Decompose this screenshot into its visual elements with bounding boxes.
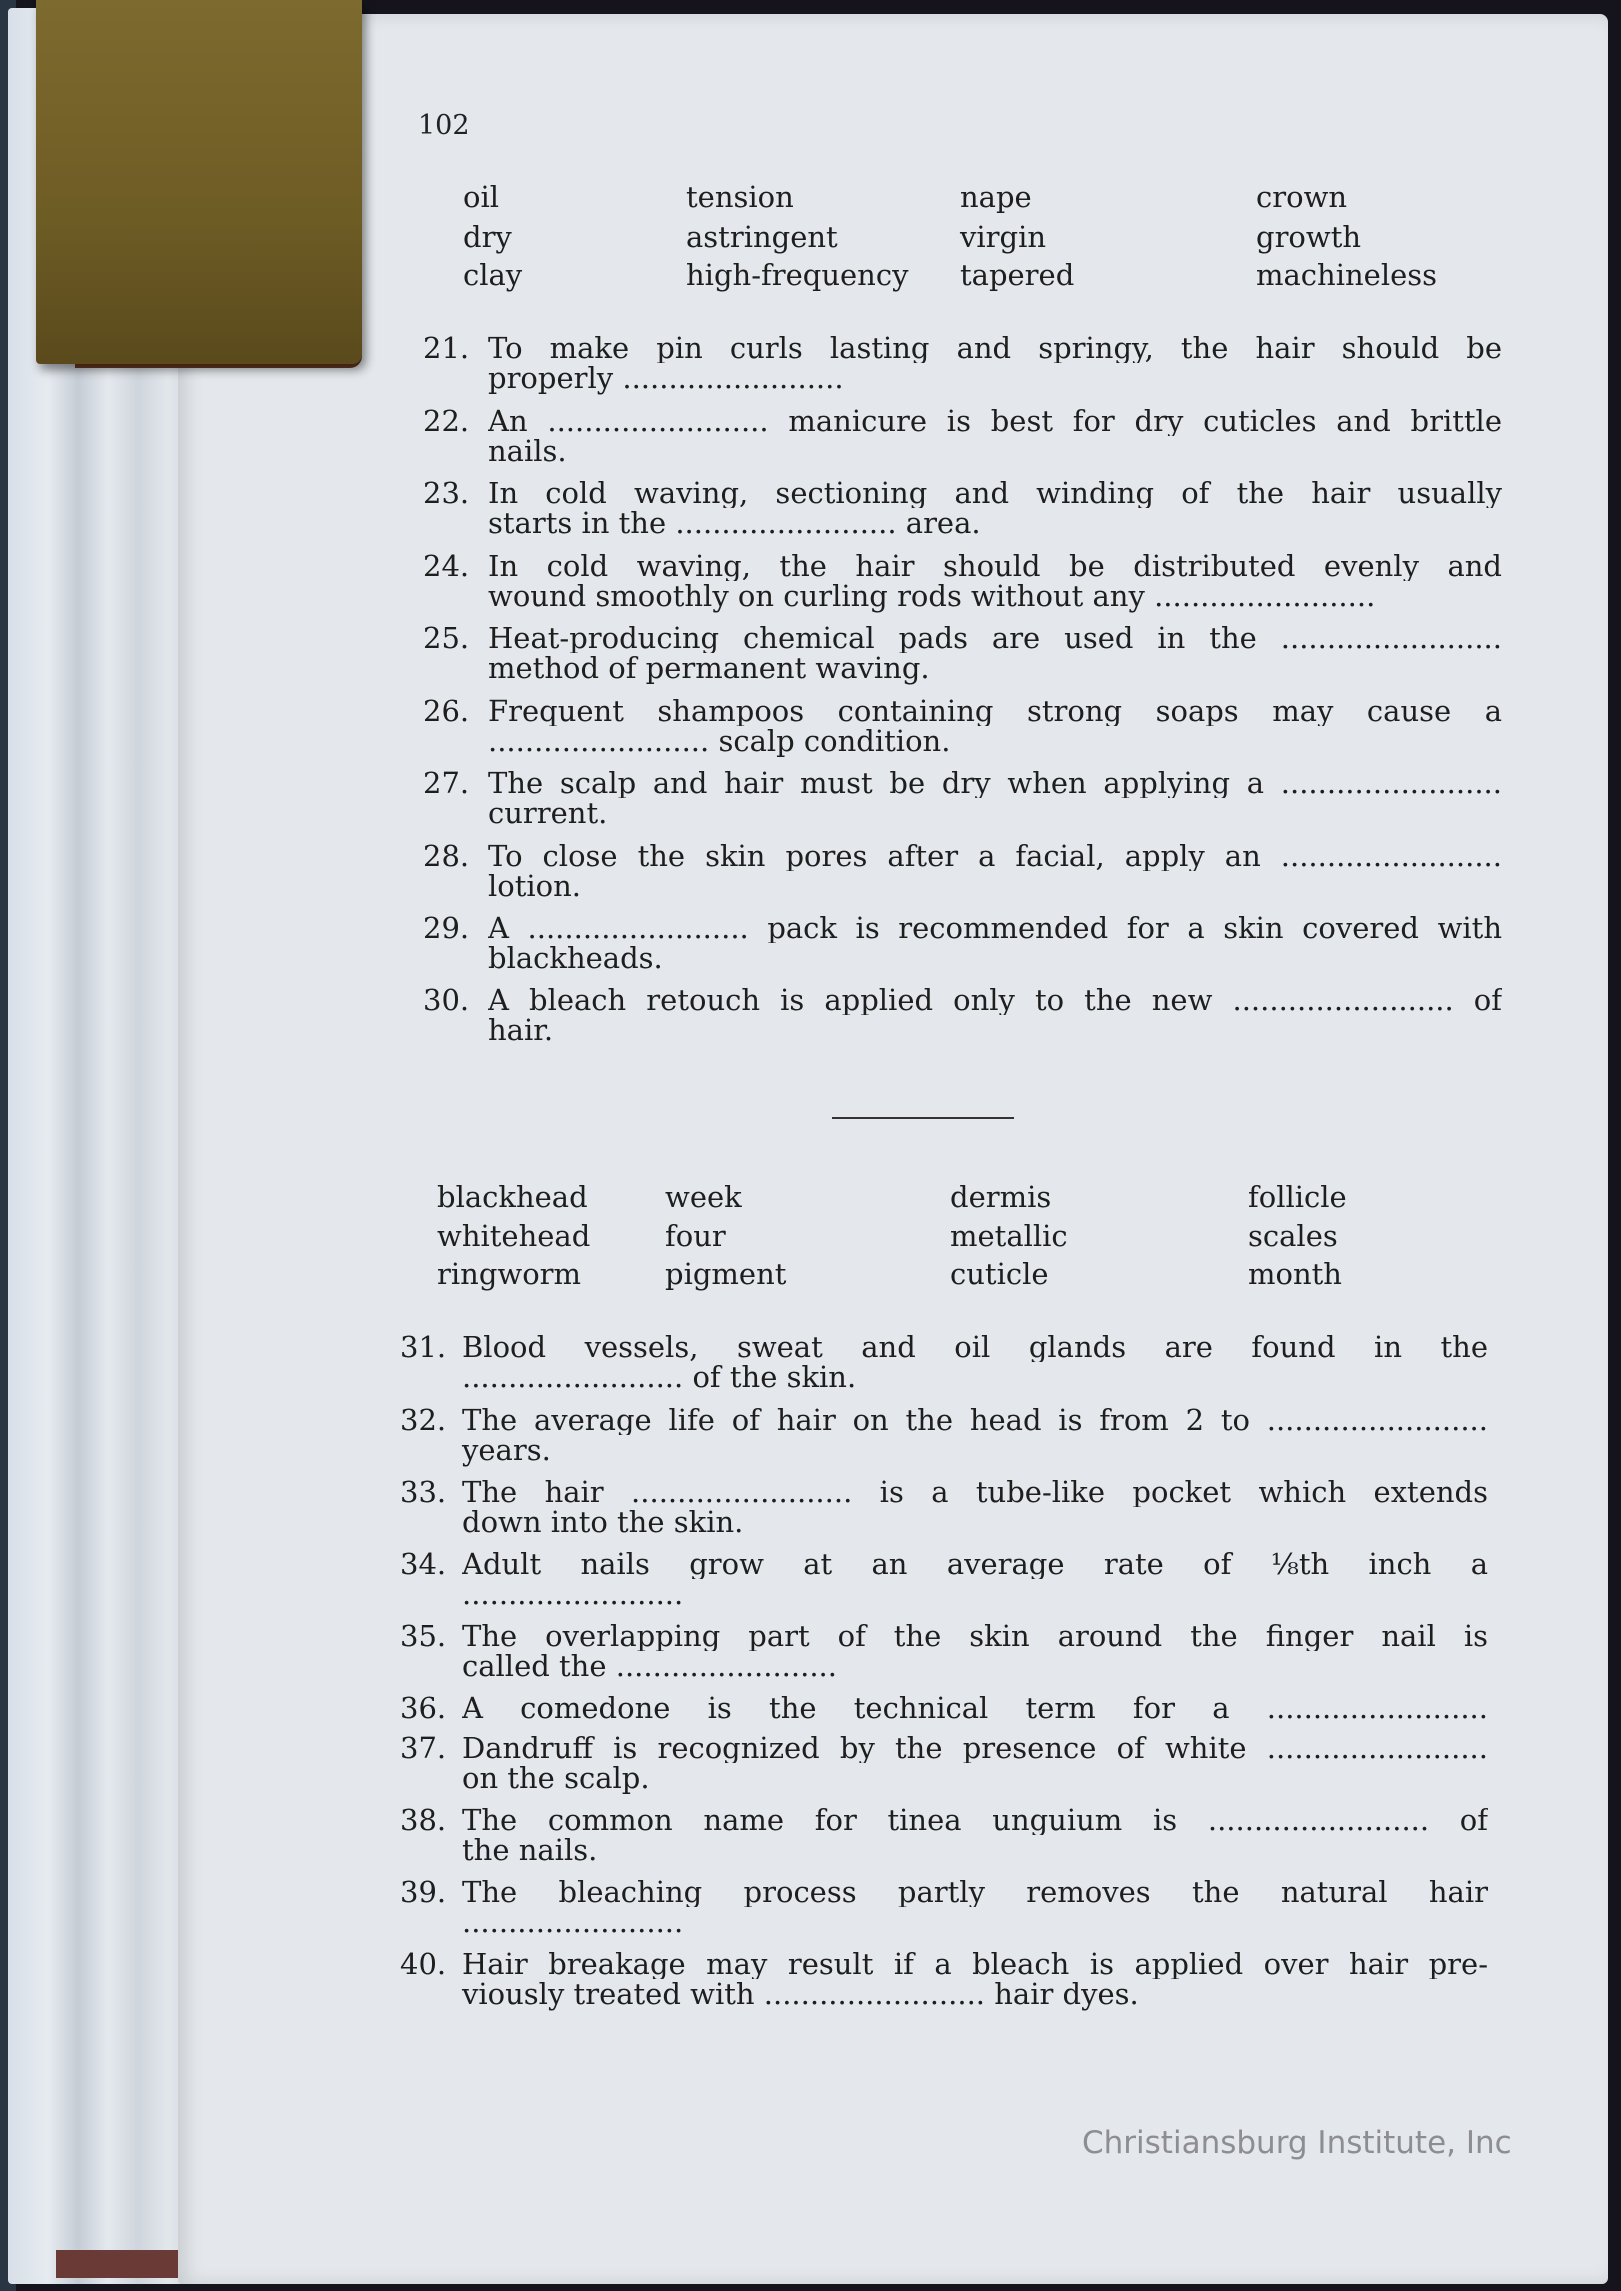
word-bank-term: dermis bbox=[950, 1180, 1052, 1214]
question-number: 22. bbox=[423, 404, 470, 438]
question-text-line-1: The common name for tinea unguium is ........................ of bbox=[462, 1805, 1488, 1835]
watermark: Christiansburg Institute, Inc bbox=[1082, 2125, 1512, 2161]
word-bank-term: tension bbox=[686, 180, 794, 214]
question-text-line-1: A comedone is the technical term for a ........................ bbox=[462, 1693, 1488, 1723]
question-text-line-2: ........................ of the skin. bbox=[462, 1360, 857, 1394]
question-text-line-1: An ........................ manicure is best for dry cuticles and brittle bbox=[488, 406, 1502, 436]
bookmark bbox=[36, 0, 362, 364]
word-bank-term: pigment bbox=[665, 1257, 787, 1291]
word-bank-term: nape bbox=[960, 180, 1032, 214]
word-bank-term: dry bbox=[463, 220, 512, 254]
word-bank-term: metallic bbox=[950, 1219, 1068, 1253]
question-text-line-1: The overlapping part of the skin around the finger nail is bbox=[462, 1621, 1488, 1651]
word-bank-term: virgin bbox=[960, 220, 1047, 254]
question-number: 38. bbox=[400, 1803, 447, 1837]
word-bank-term: oil bbox=[463, 180, 500, 214]
question-text-line-2: wound smoothly on curling rods without any ........................ bbox=[488, 579, 1376, 613]
question-number: 28. bbox=[423, 839, 470, 873]
question-text-line-2: nails. bbox=[488, 434, 567, 468]
word-bank-term: machineless bbox=[1256, 258, 1438, 292]
question-text-line-1: A bleach retouch is applied only to the new ........................ of bbox=[488, 985, 1502, 1015]
section-divider bbox=[832, 1117, 1014, 1119]
question-number: 23. bbox=[423, 476, 470, 510]
word-bank-term: week bbox=[665, 1180, 742, 1214]
question-text-line-1: In cold waving, the hair should be distributed evenly and bbox=[488, 551, 1502, 581]
question-text-line-1: A ........................ pack is recommended for a skin covered with bbox=[488, 913, 1502, 943]
word-bank-term: blackhead bbox=[437, 1180, 588, 1214]
cover-edge bbox=[56, 2250, 186, 2278]
question-text-line-1: The average life of hair on the head is from 2 to ........................ bbox=[462, 1405, 1488, 1435]
question-number: 24. bbox=[423, 549, 470, 583]
question-text-line-2: current. bbox=[488, 796, 608, 830]
question-number: 21. bbox=[423, 331, 470, 365]
question-text-line-2: viously treated with ........................ hair dyes. bbox=[462, 1977, 1139, 2011]
question-text-line-2: the nails. bbox=[462, 1833, 598, 1867]
word-bank-term: astringent bbox=[686, 220, 838, 254]
question-text-line-2: hair. bbox=[488, 1013, 554, 1047]
question-number: 29. bbox=[423, 911, 470, 945]
question-number: 36. bbox=[400, 1691, 447, 1725]
question-text-line-1: Hair breakage may result if a bleach is applied over hair pre- bbox=[462, 1949, 1488, 1979]
question-text-line-1: The hair ........................ is a tube-like pocket which extends bbox=[462, 1477, 1488, 1507]
question-text-line-2: years. bbox=[462, 1433, 551, 1467]
question-text-line-2: lotion. bbox=[488, 869, 582, 903]
question-text-line-1: In cold waving, sectioning and winding of the hair usually bbox=[488, 478, 1502, 508]
question-text-line-1: Blood vessels, sweat and oil glands are found in the bbox=[462, 1332, 1488, 1362]
word-bank-term: cuticle bbox=[950, 1257, 1049, 1291]
question-number: 27. bbox=[423, 766, 470, 800]
question-text-line-1: The bleaching process partly removes the natural hair bbox=[462, 1877, 1488, 1907]
question-text-line-1: Frequent shampoos containing strong soaps may cause a bbox=[488, 696, 1502, 726]
question-text-line-2: blackheads. bbox=[488, 941, 663, 975]
word-bank-term: high-frequency bbox=[686, 258, 909, 292]
word-bank-term: month bbox=[1248, 1257, 1342, 1291]
question-text-line-2: method of permanent waving. bbox=[488, 651, 930, 685]
question-text-line-1: The scalp and hair must be dry when applying a ........................ bbox=[488, 768, 1502, 798]
question-text-line-2: called the ........................ bbox=[462, 1649, 837, 1683]
question-text-line-1: Heat-producing chemical pads are used in the ........................ bbox=[488, 623, 1502, 653]
question-number: 40. bbox=[400, 1947, 447, 1981]
question-number: 30. bbox=[423, 983, 470, 1017]
question-text-line-2: on the scalp. bbox=[462, 1761, 650, 1795]
question-text-line-2: ........................ bbox=[462, 1905, 684, 1939]
question-number: 35. bbox=[400, 1619, 447, 1653]
question-text-line-1: To make pin curls lasting and springy, the hair should be bbox=[488, 333, 1502, 363]
word-bank-term: clay bbox=[463, 258, 523, 292]
question-number: 37. bbox=[400, 1731, 447, 1765]
question-text-line-1: To close the skin pores after a facial, apply an ........................ bbox=[488, 841, 1502, 871]
question-number: 32. bbox=[400, 1403, 447, 1437]
page-number: 102 bbox=[418, 110, 470, 141]
question-text-line-2: ........................ bbox=[462, 1577, 684, 1611]
word-bank-term: whitehead bbox=[437, 1219, 591, 1253]
word-bank-term: growth bbox=[1256, 220, 1362, 254]
question-number: 26. bbox=[423, 694, 470, 728]
question-text-line-2: down into the skin. bbox=[462, 1505, 744, 1539]
question-number: 33. bbox=[400, 1475, 447, 1509]
question-number: 31. bbox=[400, 1330, 447, 1364]
word-bank-term: follicle bbox=[1248, 1180, 1347, 1214]
question-text-line-2: starts in the ........................ area. bbox=[488, 506, 981, 540]
question-text-line-1: Adult nails grow at an average rate of ⅛th inch a bbox=[462, 1549, 1488, 1579]
word-bank-term: scales bbox=[1248, 1219, 1338, 1253]
question-text-line-2: ........................ scalp condition. bbox=[488, 724, 951, 758]
question-text-line-1: Dandruff is recognized by the presence of white ........................ bbox=[462, 1733, 1488, 1763]
question-number: 39. bbox=[400, 1875, 447, 1909]
word-bank-term: tapered bbox=[960, 258, 1075, 292]
word-bank-term: ringworm bbox=[437, 1257, 582, 1291]
question-number: 25. bbox=[423, 621, 470, 655]
question-number: 34. bbox=[400, 1547, 447, 1581]
word-bank-term: crown bbox=[1256, 180, 1348, 214]
word-bank-term: four bbox=[665, 1219, 726, 1253]
question-text-line-2: properly ........................ bbox=[488, 361, 844, 395]
